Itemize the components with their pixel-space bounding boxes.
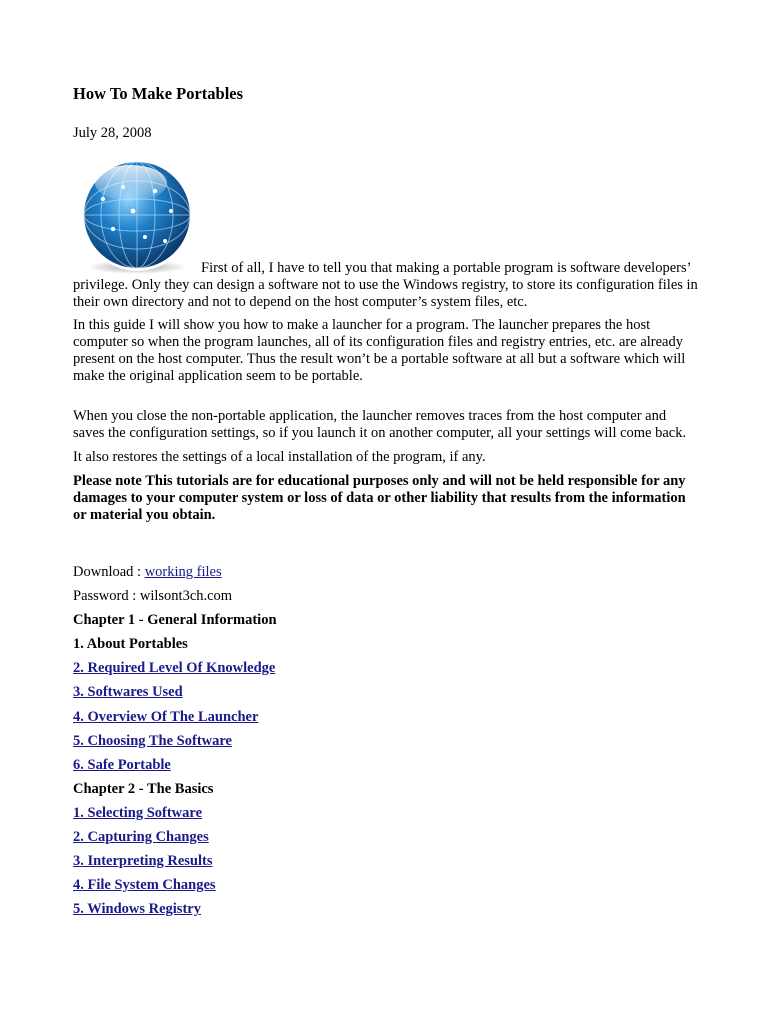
toc-row [73,757,698,781]
toc-link[interactable]: 5. Choosing The Software [73,732,232,749]
restore-paragraph: It also restores the settings of a local installation of the program, if any. [73,449,486,465]
post-date: July 28, 2008 [73,125,152,141]
toc-link[interactable]: 6. Safe Portable [73,756,171,773]
chapter-heading: Chapter 1 - General Information [73,612,277,629]
toc-link[interactable]: 3. Softwares Used [73,684,183,701]
password-line: Password : wilsont3ch.com [73,588,233,605]
download-line [73,564,698,588]
toc-item: 1. About Portables [73,636,188,653]
toc-link[interactable]: 4. File System Changes [73,877,216,894]
toc-row [73,829,698,853]
toc-link[interactable]: 1. Selecting Software [73,804,202,821]
toc-row [73,805,698,829]
download-label: Download : [73,564,145,580]
toc-row [73,901,698,925]
article [73,84,698,925]
disclaimer-note: Please note This tutorials are for educational purposes only and will not be held responsible for any damages to your computer system or loss of data or other liability that results from the information or material you obtain. [73,473,686,523]
close-paragraph: When you close the non-portable application, the launcher removes traces from the host computer and saves the configuration settings, so if you launch it on another computer, all your settings will come back. [73,408,687,441]
toc-row [73,877,698,901]
guide-paragraph: In this guide I will show you how to make a launcher for a program. The launcher prepares the host computer so when the program launches, all of its configuration files and registry entries, etc. are already present on the host computer. Thus the result won’t be a portable software at all but a software which will make the original application seem to be portable. [73,317,686,384]
page-title: How To Make Portables [73,84,244,103]
table-of-contents [73,612,698,925]
intro-paragraph [73,159,698,311]
toc-link[interactable]: 2. Capturing Changes [73,829,209,846]
globe-network-icon [73,159,199,277]
toc-row [73,709,698,733]
toc-link[interactable]: 4. Overview Of The Launcher [73,708,259,725]
working-files-link[interactable]: working files [144,564,222,580]
toc-row [73,853,698,877]
toc-link[interactable]: 2. Required Level Of Knowledge [73,660,276,677]
toc-row [73,660,698,684]
toc-row [73,636,698,660]
toc-row [73,684,698,708]
toc-link[interactable]: 5. Windows Registry [73,901,201,918]
intro-text: First of all, I have to tell you that making a portable program is software developers’ privilege. Only they can design a software not to use the Windows registry, to store its configuration files in their own directory and not to depend on the host computer’s system files, etc. [73,260,698,310]
chapter-heading: Chapter 2 - The Basics [73,780,214,797]
download-section [73,564,698,925]
toc-row [73,733,698,757]
toc-link[interactable]: 3. Interpreting Results [73,853,213,870]
